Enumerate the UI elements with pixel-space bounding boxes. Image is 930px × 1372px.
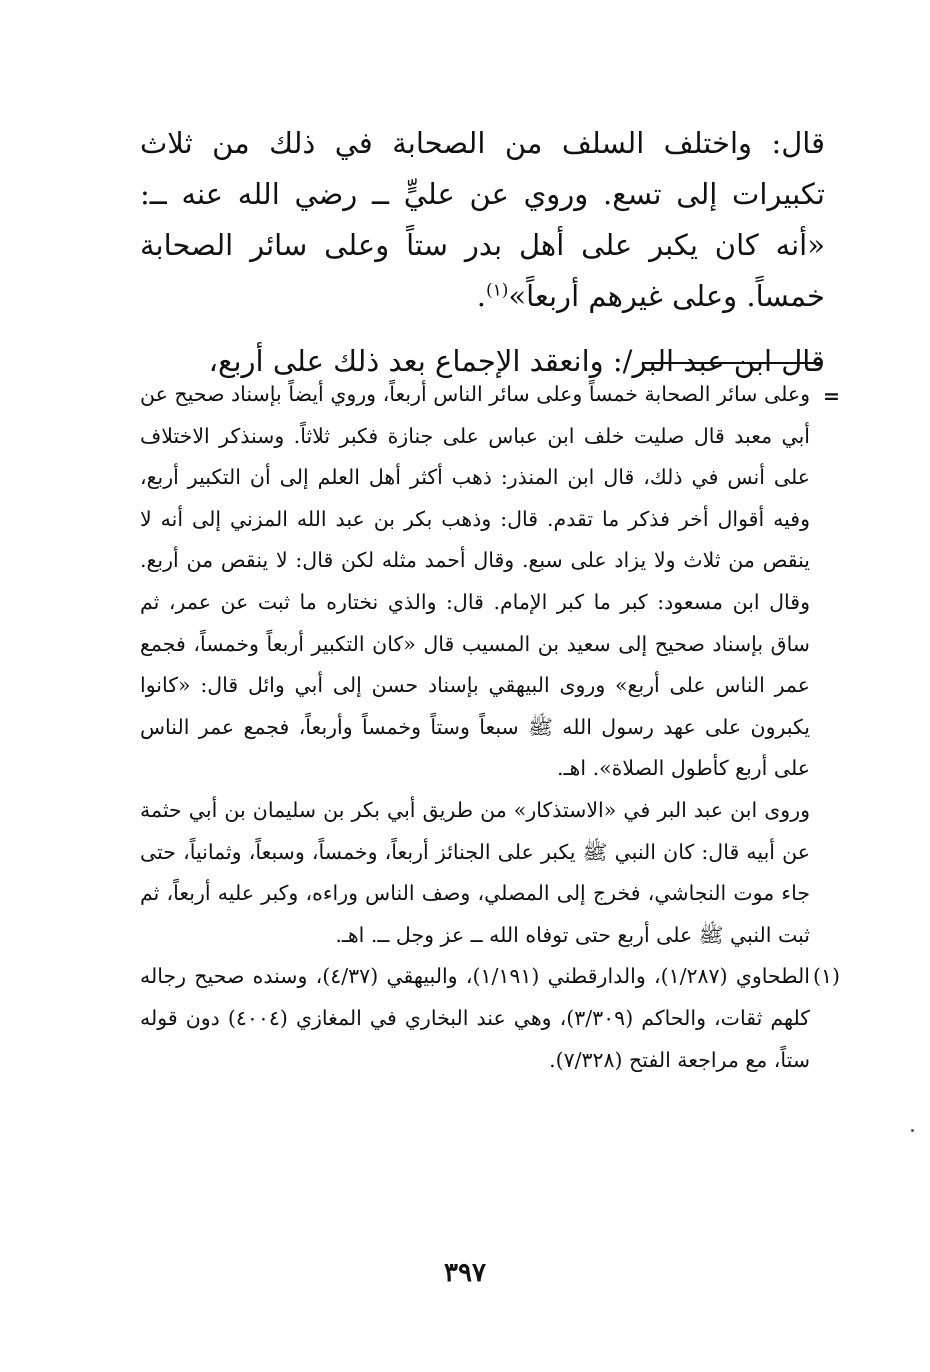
footnote-paragraph: وروى ابن عبد البر في «الاستذكار» من طريق أبي بكر بن سليمان بن أبي حثمة عن أبيه قال: كان النبي ﷺ يكبر على الجنائز أربعاً، وخمساً، وسبعاً، وثمانياً، حتى جاء موت النجاشي، فخرج إلى المصلي، وصف الناس وراءه، وكبر عليه أربعاً، ثم ثبت النبي ﷺ على أربع حتى توفاه الله ــ عز وجل ــ. اهـ. xyxy=(140,797,810,947)
footnote-reference: (١) xyxy=(486,280,509,301)
footnote-paragraph: وعلى سائر الصحابة خمساً وعلى سائر الناس أربعاً، وروي أيضاً بإسناد صحيح عن أبي معبد قال صليت خلف ابن عباس على جنازة فكبر ثلاثاً. وسنذكر الاختلاف على أنس في ذلك، قال ابن المنذر: ذهب أكثر أهل العلم إلى أن التكبير أربع، وفيه أقوال أخر فذكر ما تقدم. قال: وذهب بكر بن عبد الله المزني إلى أنه لا ينقص من ثلاث ولا يزاد على سبع. وقال أحمد مثله لكن قال: لا ينقص من أربع. وقال ابن مسعود: كبر ما كبر الإمام. قال: والذي نختاره ما ثبت عن عمر، ثم ساق بإسناد صحيح إلى سعيد بن المسيب قال «كان التكبير أربعاً وخمساً، فجمع عمر الناس على أربع» وروى البيهقي بإسناد حسن إلى أبي وائل قال: «كانوا يكبرون على عهد رسول الله ﷺ سبعاً وستاً وخمساً وأربعاً، فجمع عمر الناس على أربع كأطول الصلاة». اهـ. xyxy=(140,382,810,781)
paragraph-text: قال: واختلف السلف من الصحابة في ذلك من ثلاث تكبيرات إلى تسع. وروي عن عليٍّ ــ رضي الله عنه ــ: «أنه كان يكبر على أهل بدر ستاً وعلى سائر الصحابة خمساً. وعلى غيرهم أربعاً» xyxy=(140,126,825,313)
footnotes-section xyxy=(140,374,840,1081)
paragraph-end: . xyxy=(476,279,486,313)
page-number: ٣٩٧ xyxy=(444,1258,486,1288)
main-paragraph-1 xyxy=(140,118,825,322)
footnote-separator xyxy=(642,362,822,364)
footnote-continuation xyxy=(140,374,840,956)
main-text xyxy=(140,118,825,387)
footnote-number: (١) xyxy=(812,964,840,989)
continuation-mark: = xyxy=(822,384,840,408)
paragraph-text: قال ابن عبد البر/: وانعقد الإجماع بعد ذلك على أربع، xyxy=(208,344,825,378)
scan-speck xyxy=(911,1129,914,1132)
footnote-1 xyxy=(140,956,840,1081)
footnote-text: الطحاوي (١/٢٨٧)، والدارقطني (١/١٩١)، والبيهقي (٤/٣٧)، وسنده صحيح رجاله كلهم ثقات، والحاكم (٣/٣٠٩)، وهي عند البخاري في المغازي (٤٠٠٤) دون قوله ستاً، مع مراجعة الفتح (٧/٣٢٨). xyxy=(140,964,810,1072)
